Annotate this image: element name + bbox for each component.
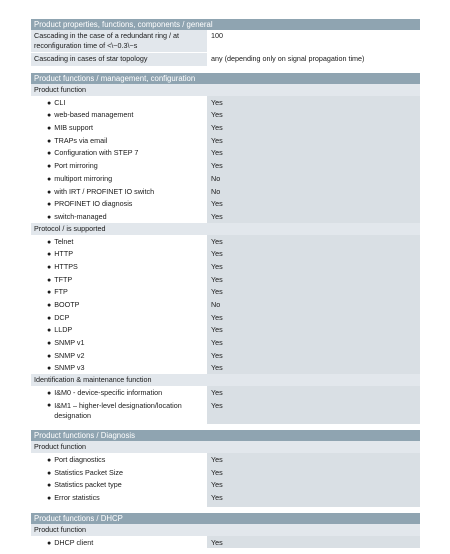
section-general xyxy=(31,19,420,67)
bullet-icon: ● xyxy=(47,469,52,477)
group-title: Product function xyxy=(31,441,420,453)
list-item xyxy=(31,361,420,374)
item-value: Yes xyxy=(207,453,420,466)
group-product-function xyxy=(31,84,420,223)
item-label: TFTP xyxy=(54,274,73,284)
list-item xyxy=(31,247,420,260)
item-label: Configuration with STEP 7 xyxy=(54,148,139,158)
item-label: CLI xyxy=(54,97,66,107)
spec-label: Cascading in cases of star topology xyxy=(31,53,207,66)
item-value: Yes xyxy=(207,361,420,374)
bullet-icon: ● xyxy=(47,314,52,322)
item-value: Yes xyxy=(207,349,420,362)
list-item xyxy=(31,349,420,362)
item-label: Port diagnostics xyxy=(54,454,106,464)
bullet-icon: ● xyxy=(47,365,52,373)
section-dhcp xyxy=(31,513,420,549)
list-item xyxy=(31,285,420,298)
item-value: Yes xyxy=(207,478,420,491)
group-protocol xyxy=(31,223,420,375)
item-value: Yes xyxy=(207,96,420,109)
item-label: MIB support xyxy=(54,123,93,133)
item-label: FTP xyxy=(54,287,68,297)
spec-label: Cascading in the case of a redundant ring / at reconfiguration time of <\~0.3\~s xyxy=(31,30,207,52)
bullet-icon: ● xyxy=(47,390,52,398)
list-item xyxy=(31,399,420,424)
list-item xyxy=(31,323,420,336)
item-value: Yes xyxy=(207,108,420,121)
item-label: Error statistics xyxy=(54,492,100,502)
list-item xyxy=(31,121,420,134)
bullet-icon: ● xyxy=(47,150,52,158)
bullet-icon: ● xyxy=(47,352,52,360)
bullet-icon: ● xyxy=(47,251,52,259)
section-title: Product properties, functions, components / general xyxy=(31,19,420,30)
bullet-icon: ● xyxy=(47,163,52,171)
item-value: No xyxy=(207,298,420,311)
bullet-icon: ● xyxy=(47,112,52,120)
item-label: Telnet xyxy=(54,236,74,246)
list-item xyxy=(31,491,420,504)
item-label: Statistics Packet Size xyxy=(54,467,123,477)
spec-row xyxy=(31,53,420,67)
item-label: HTTPS xyxy=(54,261,78,271)
item-value: No xyxy=(207,185,420,198)
list-item xyxy=(31,453,420,466)
item-value: Yes xyxy=(207,247,420,260)
item-value: Yes xyxy=(207,159,420,172)
list-item xyxy=(31,298,420,311)
item-value: Yes xyxy=(207,466,420,479)
spec-row xyxy=(31,30,420,53)
item-label: Port mirroring xyxy=(54,161,98,171)
list-item xyxy=(31,197,420,210)
item-label: HTTP xyxy=(54,249,73,259)
bullet-icon: ● xyxy=(47,137,52,145)
item-value: Yes xyxy=(207,121,420,134)
list-item xyxy=(31,159,420,172)
item-value: Yes xyxy=(207,386,420,399)
item-value: Yes xyxy=(207,273,420,286)
bullet-icon: ● xyxy=(47,401,52,409)
bullet-icon: ● xyxy=(47,327,52,335)
item-label: LLDP xyxy=(54,325,73,335)
item-value: Yes xyxy=(207,491,420,504)
list-item xyxy=(31,536,420,549)
list-item xyxy=(31,466,420,479)
list-item xyxy=(31,185,420,198)
list-item xyxy=(31,260,420,273)
list-item xyxy=(31,172,420,185)
list-item xyxy=(31,108,420,121)
list-item xyxy=(31,336,420,349)
bullet-icon: ● xyxy=(47,456,52,464)
bullet-icon: ● xyxy=(47,201,52,209)
bullet-icon: ● xyxy=(47,494,52,502)
list-item xyxy=(31,235,420,248)
list-item xyxy=(31,386,420,399)
item-value: Yes xyxy=(207,536,420,549)
list-item xyxy=(31,210,420,223)
item-label: BOOTP xyxy=(54,300,80,309)
item-value: Yes xyxy=(207,285,420,298)
bullet-icon: ● xyxy=(47,99,52,107)
section-title: Product functions / Diagnosis xyxy=(31,430,420,441)
item-value: Yes xyxy=(207,399,420,424)
bullet-icon: ● xyxy=(47,276,52,284)
spec-value: any (depending only on signal propagation time) xyxy=(207,53,420,66)
list-item xyxy=(31,134,420,147)
item-value: No xyxy=(207,172,420,185)
bullet-icon: ● xyxy=(47,213,52,221)
item-value: Yes xyxy=(207,134,420,147)
item-label: with IRT / PROFINET IO switch xyxy=(54,186,155,196)
bullet-icon: ● xyxy=(47,539,52,547)
list-item xyxy=(31,478,420,491)
item-label: TRAPs via email xyxy=(54,135,108,145)
item-label: Statistics packet type xyxy=(54,480,122,490)
spec-value: 100 xyxy=(207,30,420,52)
bullet-icon: ● xyxy=(47,238,52,246)
bullet-icon: ● xyxy=(47,175,52,183)
item-label: I&M1 – higher-level designation/location designation xyxy=(54,400,182,420)
item-label: SNMP v2 xyxy=(54,350,85,360)
item-value: Yes xyxy=(207,323,420,336)
item-label: SNMP v1 xyxy=(54,338,85,348)
item-label: switch-managed xyxy=(54,211,107,221)
bullet-icon: ● xyxy=(47,302,52,309)
item-label: web-based management xyxy=(54,110,134,120)
list-item xyxy=(31,96,420,109)
bullet-icon: ● xyxy=(47,340,52,348)
group-title: Product function xyxy=(31,84,420,96)
bullet-icon: ● xyxy=(47,188,52,196)
section-title: Product functions / DHCP xyxy=(31,513,420,524)
bullet-icon: ● xyxy=(47,289,52,297)
bullet-icon: ● xyxy=(47,263,52,271)
list-item xyxy=(31,146,420,159)
bullet-icon: ● xyxy=(47,482,52,490)
datasheet xyxy=(31,19,420,554)
group-title: Identification & maintenance function xyxy=(31,374,420,386)
item-label: DCP xyxy=(54,312,70,322)
item-value: Yes xyxy=(207,235,420,248)
item-label: I&M0 - device-specific information xyxy=(54,388,163,398)
item-value: Yes xyxy=(207,311,420,324)
item-value: Yes xyxy=(207,197,420,210)
item-value: Yes xyxy=(207,260,420,273)
item-value: Yes xyxy=(207,146,420,159)
list-item xyxy=(31,311,420,324)
group-title: Product function xyxy=(31,524,420,536)
item-label: SNMP v3 xyxy=(54,363,85,373)
item-value: Yes xyxy=(207,210,420,223)
group-product-function xyxy=(31,441,420,507)
item-label: multiport mirroring xyxy=(54,173,113,183)
group-title: Protocol / is supported xyxy=(31,223,420,235)
item-value: Yes xyxy=(207,336,420,349)
list-item xyxy=(31,273,420,286)
group-product-function xyxy=(31,524,420,549)
group-identification xyxy=(31,374,420,424)
item-label: PROFINET IO diagnosis xyxy=(54,199,133,209)
item-label: DHCP client xyxy=(54,537,94,547)
section-diagnosis xyxy=(31,430,420,507)
section-title: Product functions / management, configuration xyxy=(31,73,420,84)
section-management xyxy=(31,73,420,424)
bullet-icon: ● xyxy=(47,125,52,133)
